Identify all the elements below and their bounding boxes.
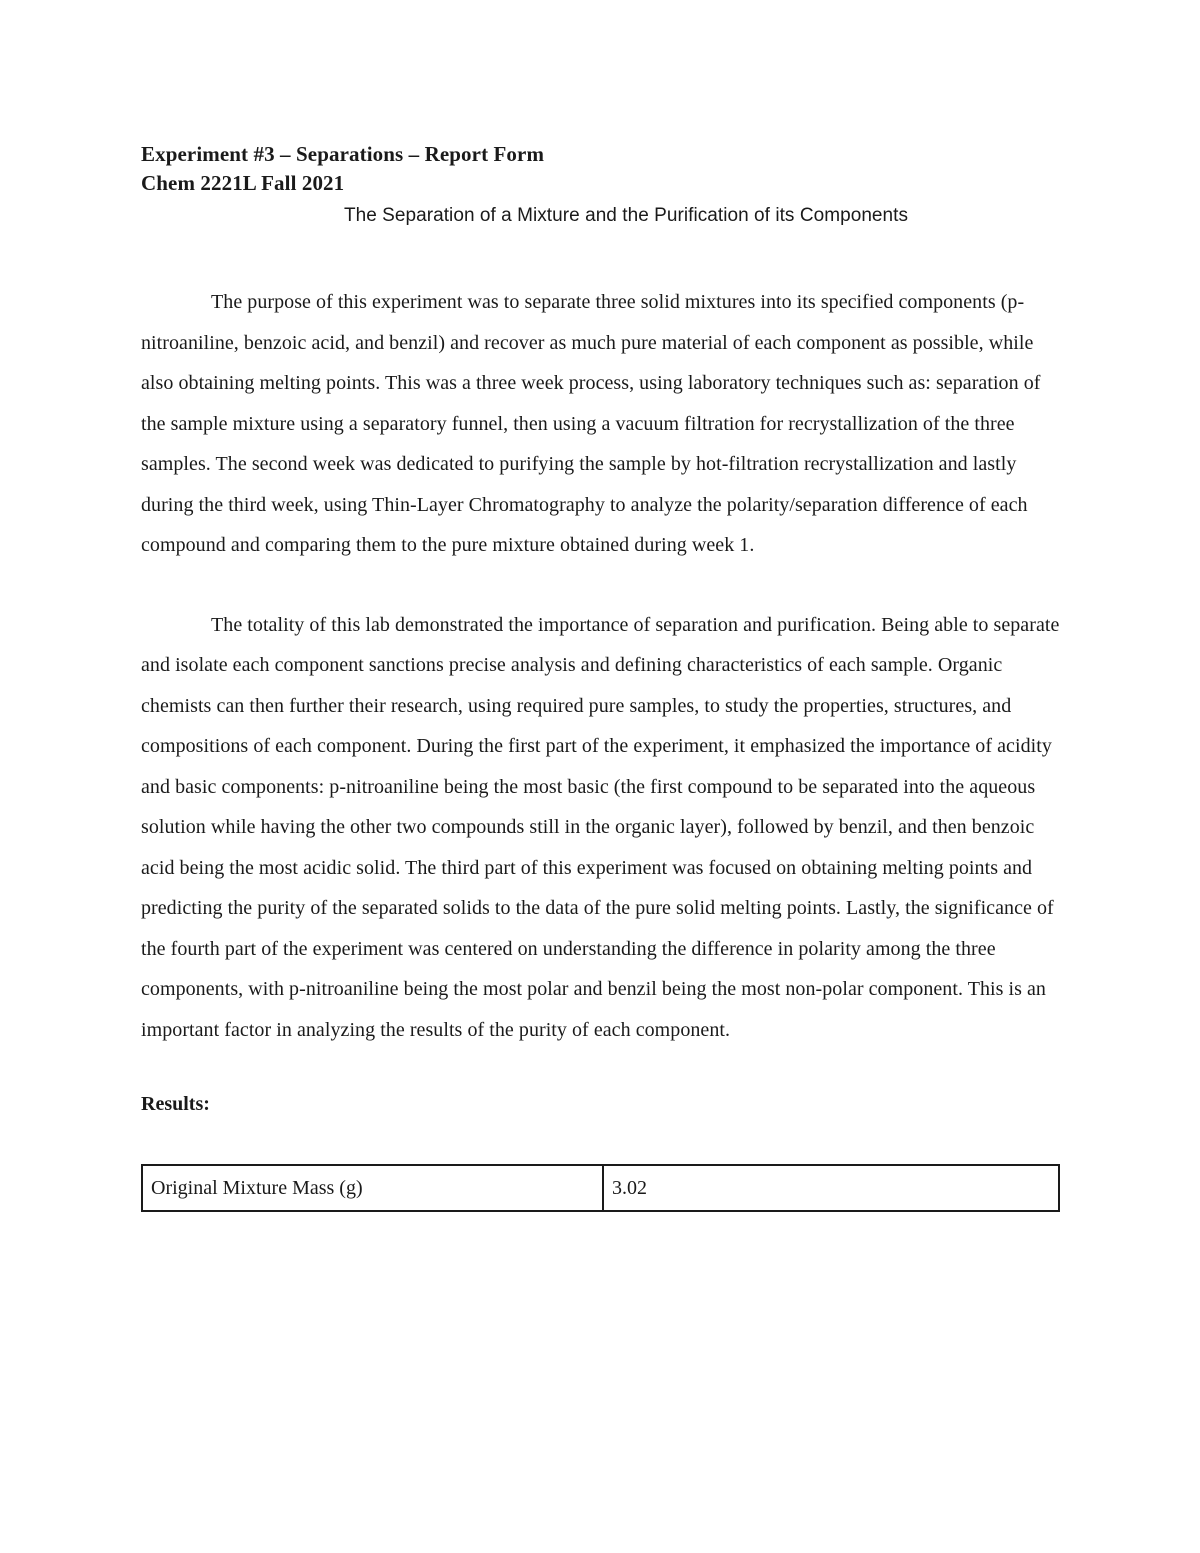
course-title: Chem 2221L Fall 2021 xyxy=(141,171,345,195)
results-heading: Results: xyxy=(141,1093,210,1115)
purpose-paragraph: The purpose of this experiment was to separate three solid mixtures into its specified components (p-nitroaniline, benzoic acid, and benzil) and recover as much pure material of each component as possible, while also obtaining melting points. This was a three week process, using laboratory techniques such as: separation of the sample mixture using a separatory funnel, then using a vacuum filtration for recrystallization of the three samples. The second week was dedicated to purifying the sample by hot-filtration recrystallization and lastly during the third week, using Thin-Layer Chromatography to analyze the polarity/separation difference of each compound and comparing them to the pure mixture obtained during week 1. xyxy=(141,291,1041,556)
report-title: Experiment #3 – Separations – Report Form xyxy=(141,142,545,166)
discussion-paragraph: The totality of this lab demonstrated the importance of separation and purification. Being able to separate and isolate each component sanctions precise analysis and defining characteristics of each sample. Organic chemists can then further their research, using required pure samples, to study the properties, structures, and compositions of each component. During the first part of the experiment, it emphasized the importance of acidity and basic components: p-nitroaniline being the most basic (the first compound to be separated into the aqueous solution while having the other two compounds still in the organic layer), followed by benzil, and then benzoic acid being the most acidic solid. The third part of this experiment was focused on obtaining melting points and predicting the purity of the separated solids to the data of the pure solid melting points. Lastly, the significance of the fourth part of the experiment was centered on understanding the difference in polarity among the three components, with p-nitroaniline being the most polar and benzil being the most non-polar component. This is an important factor in analyzing the results of the purity of each component. xyxy=(141,613,1060,1041)
results-table xyxy=(141,1164,1060,1212)
table-row xyxy=(142,1165,1059,1211)
table-cell-value: 3.02 xyxy=(603,1165,1059,1211)
document-content xyxy=(141,140,1061,1212)
experiment-subtitle: The Separation of a Mixture and the Purification of its Components xyxy=(343,205,909,226)
table-cell-label: Original Mixture Mass (g) xyxy=(142,1165,603,1211)
